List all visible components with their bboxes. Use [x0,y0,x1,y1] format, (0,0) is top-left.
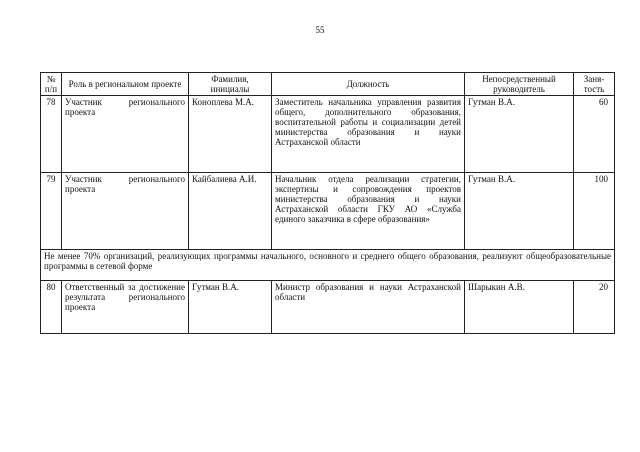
row-position: Заместитель начальника управления развития общего, дополнительного образования, воспитательной работы и социализации детей министерства образования и науки Астраханской области [272,96,465,173]
row-num: 79 [41,173,62,250]
table-header-row [41,73,615,96]
row-manager: Гутман В.А. [465,96,574,173]
page-number: 55 [315,25,325,35]
header-load: Заня-тость [574,73,615,96]
row-position: Министр образования и науки Астраханской области [272,281,465,334]
row-role: Участник регионального проекта [62,173,189,250]
table-row [41,96,615,173]
row-role: Участник регионального проекта [62,96,189,173]
header-role: Роль в региональном проекте [62,73,189,96]
section-heading-row [41,250,615,281]
row-manager: Гутман В.А. [465,173,574,250]
section-heading: Не менее 70% организаций, реализующих программы начального, основного и среднего общего образования, реализуют общеобразовательные программы в сетевой форме [41,250,615,281]
row-manager: Шарыкин А.В. [465,281,574,334]
table-row [41,173,615,250]
row-load: 20 [574,281,615,334]
row-role: Ответственный за достижение результата регионального проекта [62,281,189,334]
header-position: Должность [272,73,465,96]
row-load: 100 [574,173,615,250]
row-position: Начальник отдела реализации стратегии, экспертизы и сопровождения проектов министерства образования и науки Астраханской области ГКУ АО «Служба единого заказчика в сфере образования» [272,173,465,250]
row-num: 80 [41,281,62,334]
header-name: Фамилия, инициалы [189,73,272,96]
row-name: Коноплева М.А. [189,96,272,173]
row-load: 60 [574,96,615,173]
row-name: Гутман В.А. [189,281,272,334]
table-row [41,281,615,334]
row-num: 78 [41,96,62,173]
project-participants-table [40,72,615,334]
row-name: Кайбалиева А.И. [189,173,272,250]
header-num: № п/п [41,73,62,96]
header-manager: Непосредственный руководитель [465,73,574,96]
